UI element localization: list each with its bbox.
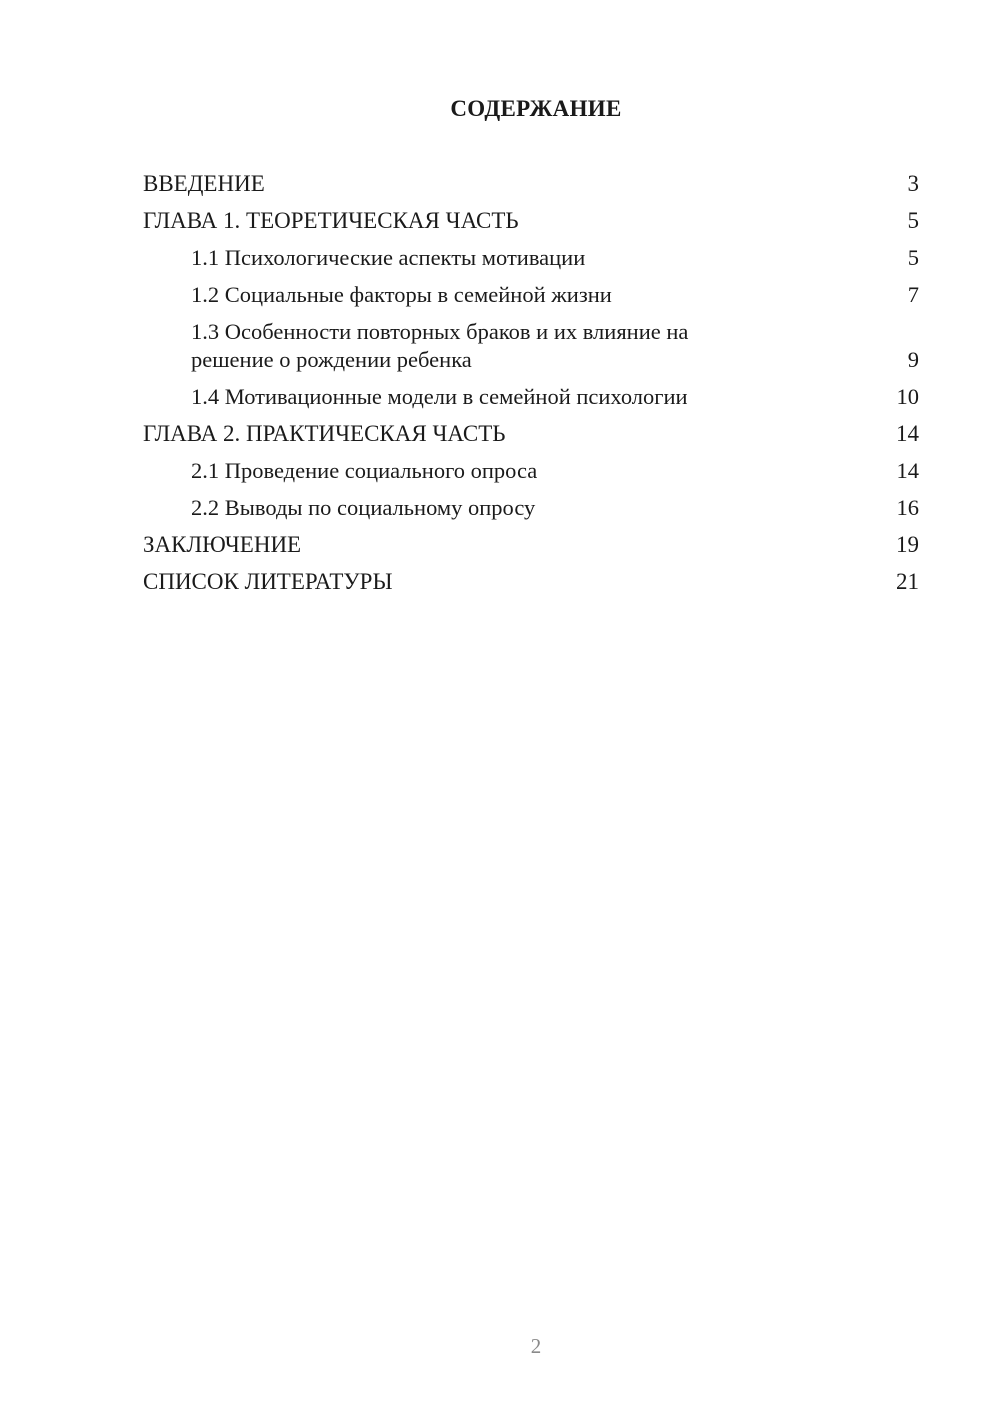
table-of-contents [143,170,919,605]
page-title: СОДЕРЖАНИЕ [450,96,622,121]
toc-entry-label: ГЛАВА 2. ПРАКТИЧЕСКАЯ ЧАСТЬ [143,421,506,446]
toc-entry-page: 3 [907,171,919,196]
toc-entry-section-1-4[interactable] [143,383,919,411]
toc-entry-section-1-3[interactable] [143,318,919,374]
toc-entry-page: 9 [907,347,919,372]
toc-entry-page: 7 [907,282,919,307]
page-number: 2 [530,1334,542,1358]
toc-entry-page: 5 [907,245,919,270]
toc-entry-chapter-2[interactable] [143,420,919,448]
toc-entry-label: 1.2 Социальные факторы в семейной жизни [191,282,612,307]
toc-entry-page: 10 [896,384,919,409]
toc-entry-introduction[interactable] [143,170,919,198]
toc-entry-label: ЗАКЛЮЧЕНИЕ [143,532,302,557]
toc-entry-page: 14 [896,458,919,483]
toc-entry-label: 1.4 Мотивационные модели в семейной психологии [191,384,688,409]
toc-entry-page: 5 [907,208,919,233]
toc-entry-label: 2.1 Проведение социального опроса [191,458,538,483]
toc-entry-page: 21 [896,569,919,594]
toc-entry-label: ГЛАВА 1. ТЕОРЕТИЧЕСКАЯ ЧАСТЬ [143,208,519,233]
toc-entry-label: ВВЕДЕНИЕ [143,171,265,196]
toc-entry-bibliography[interactable] [143,568,919,596]
toc-entry-page: 16 [896,495,919,520]
toc-entry-section-2-2[interactable] [143,494,919,522]
toc-entry-label: СПИСОК ЛИТЕРАТУРЫ [143,569,393,594]
toc-entry-chapter-1[interactable] [143,207,919,235]
toc-entry-section-2-1[interactable] [143,457,919,485]
toc-entry-section-1-1[interactable] [143,244,919,272]
toc-entry-label: 2.2 Выводы по социальному опросу [191,495,536,520]
toc-entry-page: 14 [896,421,919,446]
toc-entry-section-1-2[interactable] [143,281,919,309]
toc-entry-label: 1.1 Психологические аспекты мотивации [191,245,586,270]
toc-entry-conclusion[interactable] [143,531,919,559]
toc-entry-label: 1.3 Особенности повторных браков и их влияние на решение о рождении ребенка [191,319,689,372]
toc-entry-page: 19 [896,532,919,557]
